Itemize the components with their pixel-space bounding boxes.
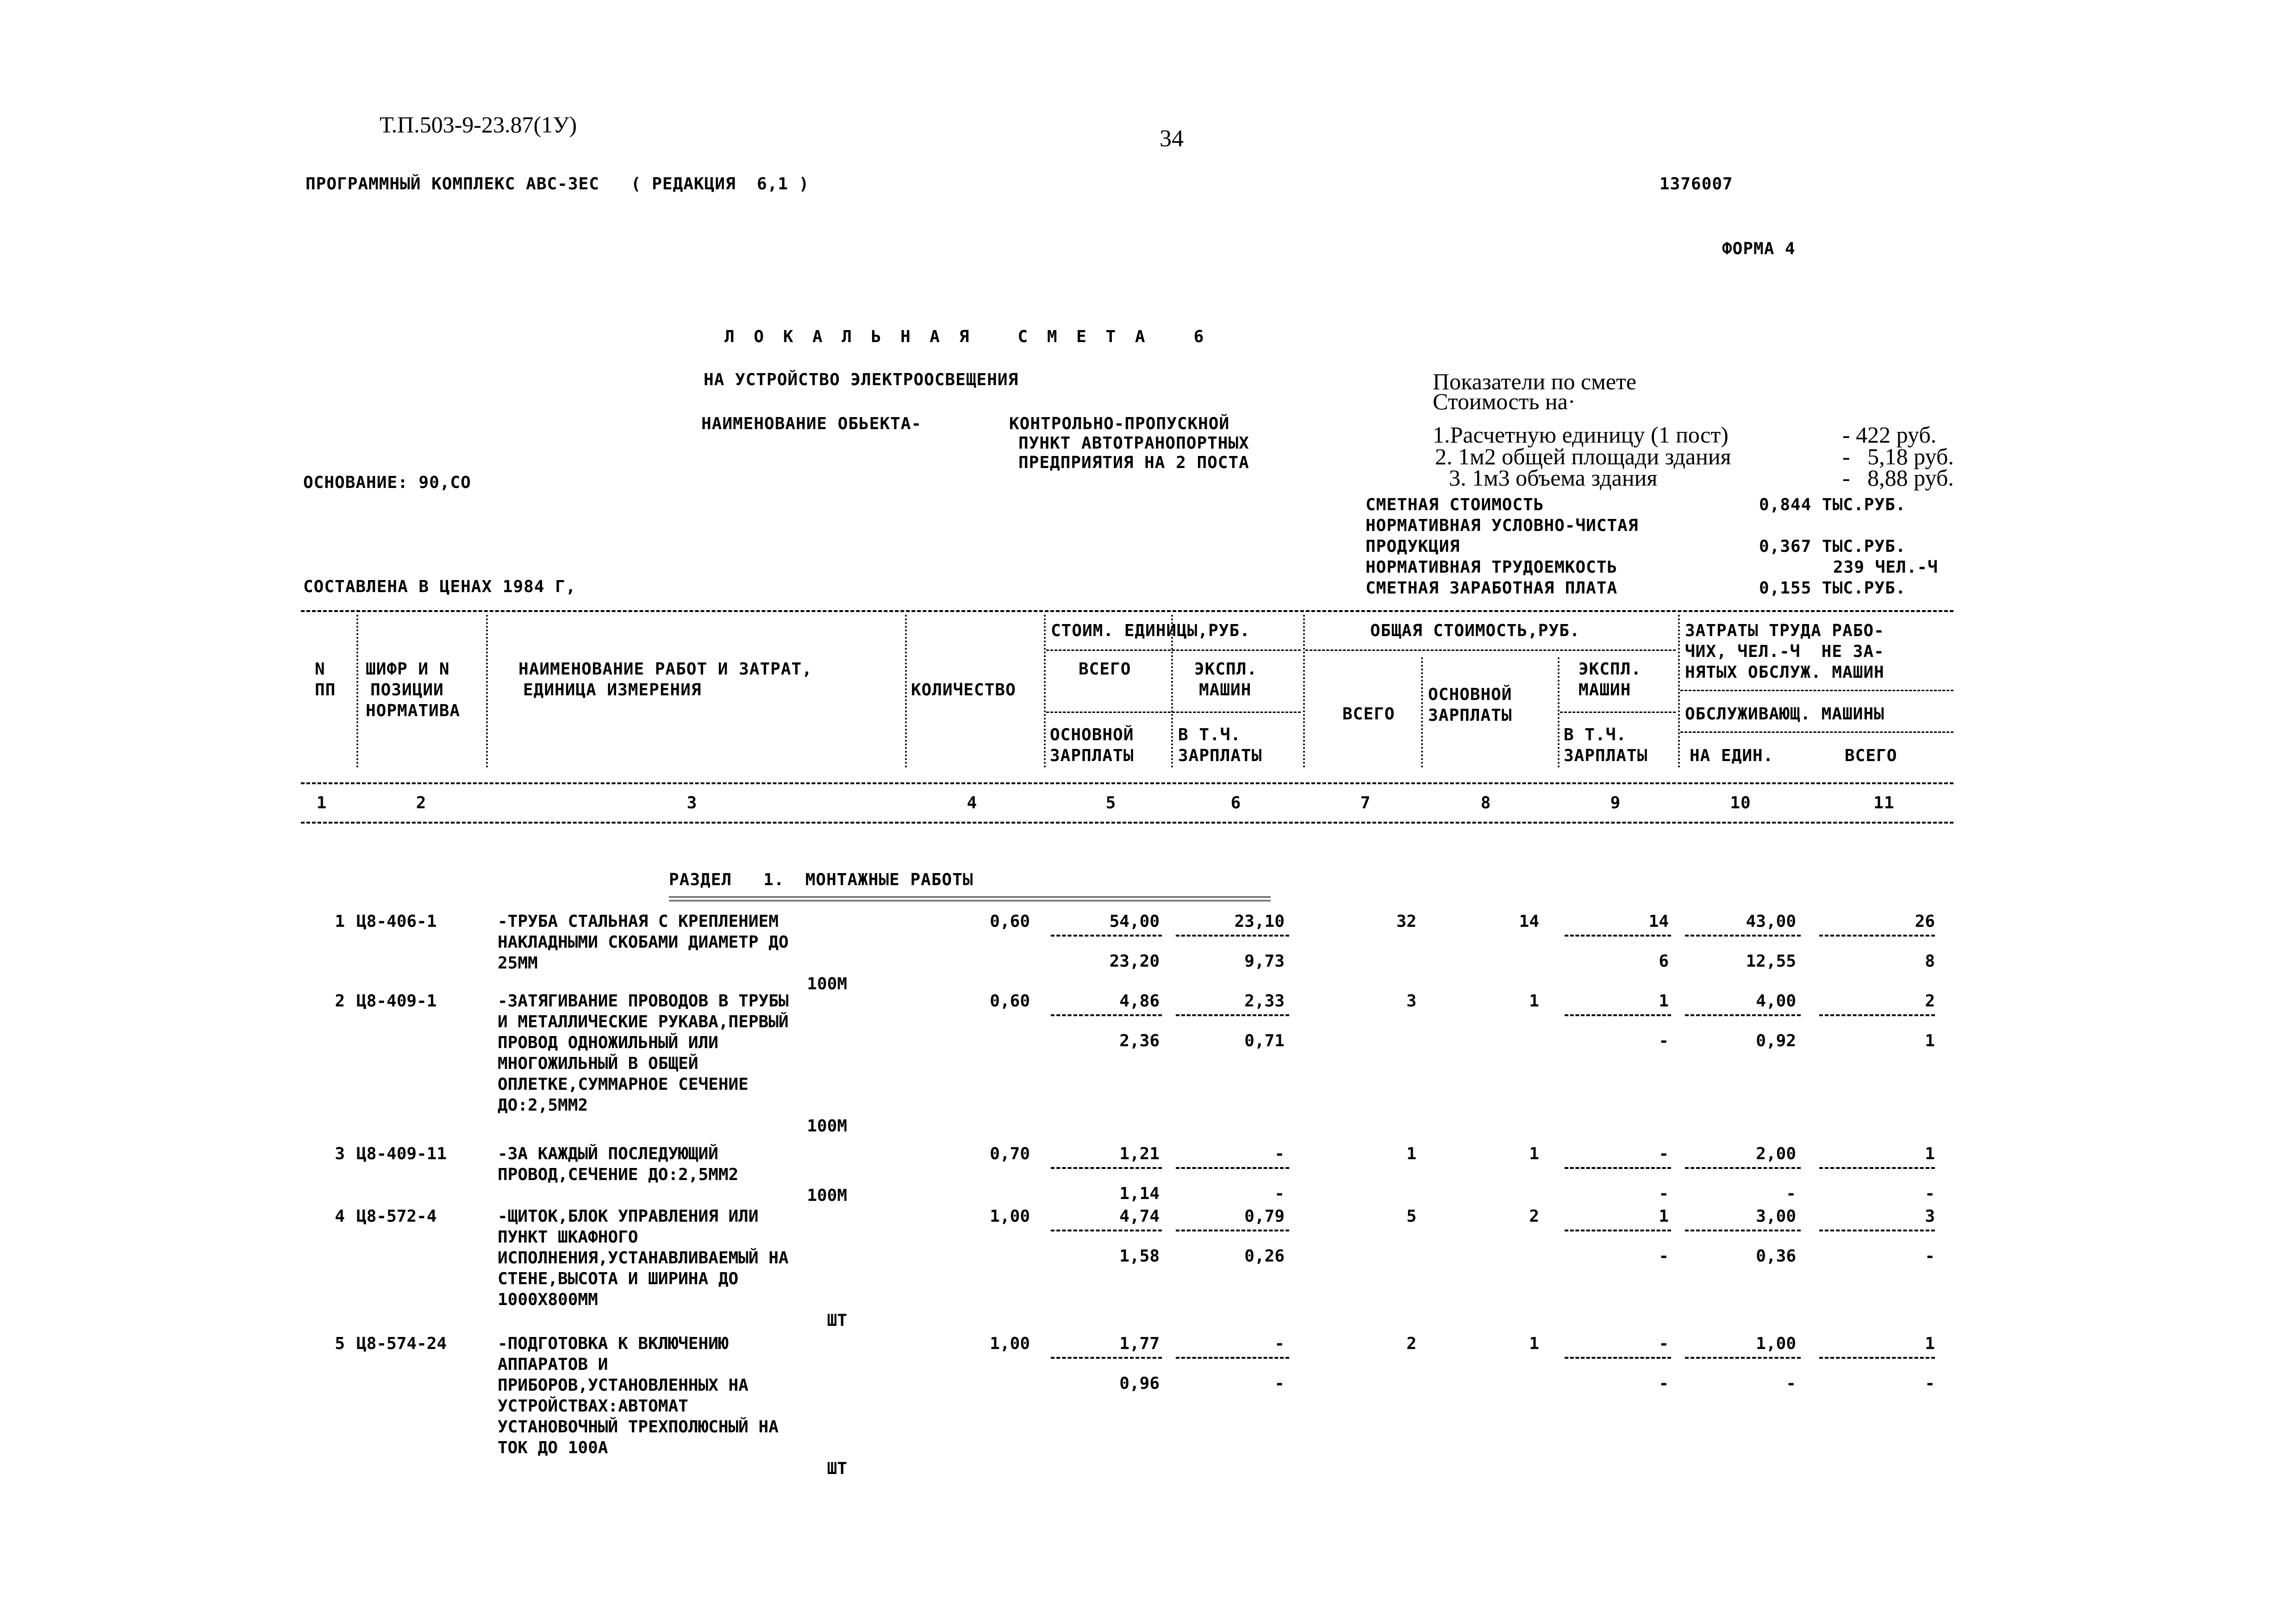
header-subrule <box>1046 650 1301 651</box>
header-labor-1: ЗАТРАТЫ ТРУДА РАБО- <box>1685 621 1884 640</box>
section-title: РАЗДЕЛ 1. МОНТАЖНЫЕ РАБОТЫ <box>669 870 973 889</box>
header-total-mach-2: МАШИН <box>1578 681 1631 700</box>
page-number: 34 <box>1160 125 1184 152</box>
header-subrule <box>1680 690 1953 691</box>
row-unit: ШТ <box>827 1459 847 1478</box>
row-total-wage: 1 <box>1529 1144 1539 1163</box>
cell-divider <box>1565 1357 1671 1359</box>
row-labor-total: 26 <box>1915 912 1935 931</box>
colnum-2: 2 <box>416 793 427 812</box>
row-total: 1 <box>1406 1144 1416 1163</box>
header-unit-total: ВСЕГО <box>1079 660 1131 679</box>
row-code: Ц8-409-1 <box>356 992 437 1011</box>
summary-value-1: 0,844 ТЫС.РУБ. <box>1759 495 1906 514</box>
col-divider <box>1678 615 1680 768</box>
cell-divider <box>1819 1014 1935 1016</box>
row-unit-machines: - <box>1274 1334 1285 1353</box>
row-unit: ШТ <box>827 1311 847 1330</box>
row-unit-wage: 23,20 <box>1109 951 1160 971</box>
cell-divider <box>1819 935 1935 937</box>
row-unit-total: 4,86 <box>1119 992 1160 1011</box>
header-unit-wage-1: ОСНОВНОЙ <box>1050 725 1134 744</box>
row-name-line: ИСПОЛНЕНИЯ,УСТАНАВЛИВАЕМЫЙ НА <box>498 1249 789 1268</box>
header-total-wage-1: ОСНОВНОЙ <box>1428 685 1512 704</box>
row-name-line: ОПЛЕТКЕ,СУММАРНОЕ СЕЧЕНИЕ <box>498 1075 749 1094</box>
row-number: 1 <box>335 912 345 931</box>
header-qty: КОЛИЧЕСТВО <box>911 681 1016 700</box>
form-label: ФОРМА 4 <box>1722 239 1796 258</box>
col-divider <box>905 615 907 768</box>
indicators-cost-on: Стоимость на· <box>1433 388 1576 414</box>
summary-label-5: СМЕТНАЯ ЗАРАБОТНАЯ ПЛАТА <box>1366 579 1618 598</box>
row-name-line: ПУНКТ ШКАФНОГО <box>498 1228 638 1247</box>
row-total-machine-wage: - <box>1659 1031 1669 1050</box>
row-name-line: УСТРОЙСТВАХ:АВТОМАТ <box>498 1397 688 1416</box>
header-code-1: ШИФР И N <box>366 660 450 679</box>
row-labor-total: 2 <box>1925 992 1935 1011</box>
header-unit-mach-1: ЭКСПЛ. <box>1194 660 1258 679</box>
summary-value-4: 239 ЧЕЛ.-Ч <box>1833 558 1938 577</box>
col-divider <box>1044 615 1046 768</box>
object-line-1: КОНТРОЛЬНО-ПРОПУСКНОЙ <box>1009 414 1230 433</box>
section-underline <box>669 896 1271 901</box>
colnum-1: 1 <box>316 793 327 812</box>
row-unit-wage: 0,96 <box>1119 1374 1160 1393</box>
indicator-label-3: 3. 1м3 объема здания <box>1449 465 1658 491</box>
row-unit-machine-wage: 0,26 <box>1244 1246 1285 1266</box>
colnum-7: 7 <box>1360 793 1371 812</box>
row-name-line: ПРОВОД ОДНОЖИЛЬНЫЙ ИЛИ <box>498 1033 718 1052</box>
row-unit-machines: 0,79 <box>1244 1207 1285 1226</box>
header-total-mach-1: ЭКСПЛ. <box>1578 660 1642 679</box>
row-unit-total: 4,74 <box>1119 1207 1160 1226</box>
indicator-value-1: - 422 руб. <box>1842 422 1937 448</box>
row-name-line: ДО:2,5ММ2 <box>498 1096 588 1115</box>
col-divider <box>1421 657 1423 768</box>
summary-label-1: СМЕТНАЯ СТОИМОСТЬ <box>1366 495 1544 514</box>
row-name-line: АППАРАТОВ И <box>498 1355 608 1374</box>
header-subrule <box>1305 650 1676 651</box>
colnum-11: 11 <box>1873 793 1895 812</box>
row-labor-unit: 43,00 <box>1746 912 1796 931</box>
summary-value-5: 0,155 ТЫС.РУБ. <box>1759 579 1906 598</box>
table-header-rule <box>301 782 1953 784</box>
header-subrule <box>1560 712 1676 713</box>
row-number: 5 <box>335 1334 345 1353</box>
header-n: N <box>315 660 325 679</box>
col-divider <box>486 615 488 768</box>
row-unit: 100М <box>807 1117 847 1136</box>
row-labor-total: 3 <box>1925 1207 1935 1226</box>
row-name-line: -ТРУБА СТАЛЬНАЯ С КРЕПЛЕНИЕМ <box>498 912 779 931</box>
cell-divider <box>1051 1167 1162 1169</box>
row-labor-service-total: - <box>1925 1374 1935 1393</box>
row-total: 5 <box>1406 1207 1416 1226</box>
header-unit-wage2-2: ЗАРПЛАТЫ <box>1178 746 1262 765</box>
row-code: Ц8-574-24 <box>356 1334 447 1353</box>
summary-label-2: НОРМАТИВНАЯ УСЛОВНО-ЧИСТАЯ <box>1366 516 1639 535</box>
row-name-line: УСТАНОВОЧНЫЙ ТРЕХПОЛЮСНЫЙ НА <box>498 1418 779 1437</box>
basis: ОСНОВАНИЕ: 90,СО <box>303 473 471 492</box>
cell-divider <box>1176 1167 1289 1169</box>
cell-divider <box>1565 1230 1671 1231</box>
cell-divider <box>1176 935 1289 937</box>
header-labor-2: ЧИХ, ЧЕЛ.-Ч НЕ ЗА- <box>1685 642 1884 661</box>
row-number: 3 <box>335 1144 345 1163</box>
row-total-machines: 1 <box>1659 992 1669 1011</box>
row-unit-total: 54,00 <box>1109 912 1160 931</box>
row-unit-wage: 1,14 <box>1119 1184 1160 1203</box>
colnum-3: 3 <box>686 793 698 812</box>
row-labor-unit: 2,00 <box>1756 1144 1796 1163</box>
row-total-machines: 14 <box>1648 912 1669 931</box>
indicator-label-1: 1.Расчетную единицу (1 пост) <box>1433 422 1728 448</box>
row-code: Ц8-572-4 <box>356 1207 437 1226</box>
row-total-machines: - <box>1659 1334 1669 1353</box>
indicator-value-3: - 8,88 руб. <box>1842 465 1954 491</box>
row-labor-service-total: - <box>1925 1184 1935 1203</box>
row-labor-service-total: - <box>1925 1246 1935 1266</box>
colnum-8: 8 <box>1480 793 1491 812</box>
document-number: 1376007 <box>1660 175 1733 194</box>
row-labor-service-unit: 0,92 <box>1756 1031 1796 1050</box>
cell-divider <box>1051 1014 1162 1016</box>
header-code-3: НОРМАТИВА <box>366 701 461 720</box>
row-unit-machine-wage: - <box>1274 1374 1285 1393</box>
header-unit-mach-2: МАШИН <box>1199 681 1252 700</box>
row-total-machine-wage: - <box>1659 1184 1669 1203</box>
row-total-wage: 2 <box>1529 1207 1539 1226</box>
header-labor-3: НЯТЫХ ОБСЛУЖ. МАШИН <box>1685 663 1884 682</box>
row-total: 32 <box>1396 912 1416 931</box>
program-name: ПРОГРАММНЫЙ КОМПЛЕКС АВС-3ЕС ( РЕДАКЦИЯ 6,1 ) <box>306 175 810 194</box>
cell-divider <box>1176 1357 1289 1359</box>
row-code: Ц8-409-11 <box>356 1144 447 1163</box>
table-top-rule <box>301 610 1953 612</box>
header-code-2: ПОЗИЦИИ <box>370 681 444 700</box>
row-unit-total: 1,77 <box>1119 1334 1160 1353</box>
row-unit: 100М <box>807 974 847 993</box>
row-number: 2 <box>335 992 345 1011</box>
row-name-line: ПРИБОРОВ,УСТАНОВЛЕННЫХ НА <box>498 1376 749 1395</box>
row-unit: 100М <box>807 1186 847 1205</box>
row-name-line: НАКЛАДНЫМИ СКОБАМИ ДИАМЕТР ДО <box>498 933 789 952</box>
object-line-2: ПУНКТ АВТОТРАНОПОРТНЫХ <box>1018 434 1249 453</box>
header-name-1: НАИМЕНОВАНИЕ РАБОТ И ЗАТРАТ, <box>518 660 812 679</box>
header-unit-wage-2: ЗАРПЛАТЫ <box>1050 746 1134 765</box>
header-pp: ПП <box>315 681 336 700</box>
row-labor-service-unit: 12,55 <box>1746 951 1796 971</box>
header-name-2: ЕДИНИЦА ИЗМЕРЕНИЯ <box>523 681 702 700</box>
row-total-wage: 14 <box>1519 912 1539 931</box>
header-labor-4: ОБСЛУЖИВАЮЩ. МАШИНЫ <box>1685 705 1884 724</box>
header-total-all: ВСЕГО <box>1342 705 1395 724</box>
row-unit-machine-wage: 0,71 <box>1244 1031 1285 1050</box>
row-unit-wage: 2,36 <box>1119 1031 1160 1050</box>
row-code: Ц8-406-1 <box>356 912 437 931</box>
row-name-line: ТОК ДО 100А <box>498 1438 608 1457</box>
row-labor-service-unit: - <box>1786 1184 1796 1203</box>
document-subtitle: НА УСТРОЙСТВО ЭЛЕКТРООСВЕЩЕНИЯ <box>704 370 1019 389</box>
row-labor-unit: 1,00 <box>1756 1334 1796 1353</box>
colnum-5: 5 <box>1105 793 1117 812</box>
row-quantity: 0,60 <box>990 912 1030 931</box>
header-total-cost: ОБЩАЯ СТОИМОСТЬ,РУБ. <box>1370 621 1580 640</box>
row-name-line: МНОГОЖИЛЬНЫЙ В ОБЩЕЙ <box>498 1054 699 1073</box>
row-name-line: -ЗА КАЖДЫЙ ПОСЛЕДУЮЩИЙ <box>498 1144 718 1163</box>
header-subrule <box>1046 712 1301 713</box>
summary-value-3: 0,367 ТЫС.РУБ. <box>1759 537 1906 556</box>
row-unit-machines: 2,33 <box>1244 992 1285 1011</box>
row-labor-unit: 3,00 <box>1756 1207 1796 1226</box>
row-labor-unit: 4,00 <box>1756 992 1796 1011</box>
indicators-heading: Показатели по смете <box>1433 369 1637 394</box>
row-total: 2 <box>1406 1334 1416 1353</box>
cell-divider <box>1565 1014 1671 1016</box>
row-total-machine-wage: 6 <box>1659 951 1669 971</box>
row-total-wage: 1 <box>1529 992 1539 1011</box>
row-total: 3 <box>1406 992 1416 1011</box>
row-unit-wage: 1,58 <box>1119 1246 1160 1266</box>
cell-divider <box>1565 935 1671 937</box>
row-labor-service-unit: 0,36 <box>1756 1246 1796 1266</box>
header-unit-wage2-1: В Т.Ч. <box>1178 725 1242 744</box>
row-total-machines: - <box>1659 1144 1669 1163</box>
row-unit-machine-wage: 9,73 <box>1244 951 1285 971</box>
cell-divider <box>1176 1230 1289 1231</box>
cell-divider <box>1051 1230 1162 1231</box>
row-total-machines: 1 <box>1659 1207 1669 1226</box>
prices-year: СОСТАВЛЕНА В ЦЕНАХ 1984 Г, <box>303 577 576 596</box>
object-label: НАИМЕНОВАНИЕ ОБЬЕКТА- <box>701 414 922 433</box>
document-code: Т.П.503-9-23.87(1У) <box>380 112 577 137</box>
summary-label-4: НОРМАТИВНАЯ ТРУДОЕМКОСТЬ <box>1366 558 1618 577</box>
colnum-4: 4 <box>967 793 978 812</box>
colnum-6: 6 <box>1230 793 1242 812</box>
cell-divider <box>1685 1167 1801 1169</box>
row-total-machine-wage: - <box>1659 1374 1669 1393</box>
row-labor-service-total: 8 <box>1925 951 1935 971</box>
row-quantity: 0,70 <box>990 1144 1030 1163</box>
header-total-mach-wage-2: ЗАРПЛАТЫ <box>1564 746 1648 765</box>
row-name-line: 25ММ <box>498 954 538 973</box>
header-total-wage-2: ЗАРПЛАТЫ <box>1428 706 1512 725</box>
cell-divider <box>1051 1357 1162 1359</box>
cell-divider <box>1819 1167 1935 1169</box>
row-total-machine-wage: - <box>1659 1246 1669 1266</box>
col-divider <box>356 615 358 768</box>
row-name-line: ПРОВОД,СЕЧЕНИЕ ДО:2,5ММ2 <box>498 1165 739 1184</box>
summary-label-3: ПРОДУКЦИЯ <box>1366 537 1460 556</box>
header-labor-unit: НА ЕДИН. <box>1690 746 1774 765</box>
row-unit-machine-wage: - <box>1274 1184 1285 1203</box>
cell-divider <box>1819 1230 1935 1231</box>
document-title: Л О К А Л Ь Н А Я С М Е Т А 6 <box>724 327 1209 346</box>
row-total-wage: 1 <box>1529 1334 1539 1353</box>
cell-divider <box>1565 1167 1671 1169</box>
col-divider <box>1558 657 1560 768</box>
col-divider <box>1303 615 1305 768</box>
cell-divider <box>1685 1014 1801 1016</box>
cell-divider <box>1819 1357 1935 1359</box>
row-labor-service-unit: - <box>1786 1374 1796 1393</box>
colnum-10: 10 <box>1730 793 1751 812</box>
row-name-line: И МЕТАЛЛИЧЕСКИЕ РУКАВА,ПЕРВЫЙ <box>498 1012 789 1031</box>
header-unit-cost: СТОИМ. ЕДИНИЦЫ,РУБ. <box>1051 621 1250 640</box>
colnum-9: 9 <box>1610 793 1621 812</box>
row-labor-total: 1 <box>1925 1144 1935 1163</box>
row-name-line: -ЗАТЯГИВАНИЕ ПРОВОДОВ В ТРУБЫ <box>498 992 789 1011</box>
cell-divider <box>1051 935 1162 937</box>
cell-divider <box>1685 935 1801 937</box>
object-line-3: ПРЕДПРИЯТИЯ НА 2 ПОСТА <box>1018 453 1249 472</box>
cell-divider <box>1685 1230 1801 1231</box>
row-number: 4 <box>335 1207 345 1226</box>
row-name-line: 1000Х800ММ <box>498 1290 598 1309</box>
cell-divider <box>1685 1357 1801 1359</box>
header-labor-total: ВСЕГО <box>1845 746 1897 765</box>
row-name-line: -ЩИТОК,БЛОК УПРАВЛЕНИЯ ИЛИ <box>498 1207 759 1226</box>
row-quantity: 1,00 <box>990 1334 1030 1353</box>
row-quantity: 0,60 <box>990 992 1030 1011</box>
indicator-value-2: - 5,18 руб. <box>1842 443 1954 469</box>
row-name-line: -ПОДГОТОВКА К ВКЛЮЧЕНИЮ <box>498 1334 729 1353</box>
indicator-label-2: 2. 1м2 общей площади здания <box>1435 443 1731 469</box>
header-total-mach-wage-1: В Т.Ч. <box>1564 725 1627 744</box>
row-unit-machines: - <box>1274 1144 1285 1163</box>
row-quantity: 1,00 <box>990 1207 1030 1226</box>
row-labor-total: 1 <box>1925 1334 1935 1353</box>
table-numbers-rule <box>301 822 1953 824</box>
cell-divider <box>1176 1014 1289 1016</box>
row-labor-service-total: 1 <box>1925 1031 1935 1050</box>
row-unit-machines: 23,10 <box>1234 912 1285 931</box>
header-subrule <box>1680 731 1953 733</box>
row-name-line: СТЕНЕ,ВЫСОТА И ШИРИНА ДО <box>498 1269 739 1288</box>
row-unit-total: 1,21 <box>1119 1144 1160 1163</box>
